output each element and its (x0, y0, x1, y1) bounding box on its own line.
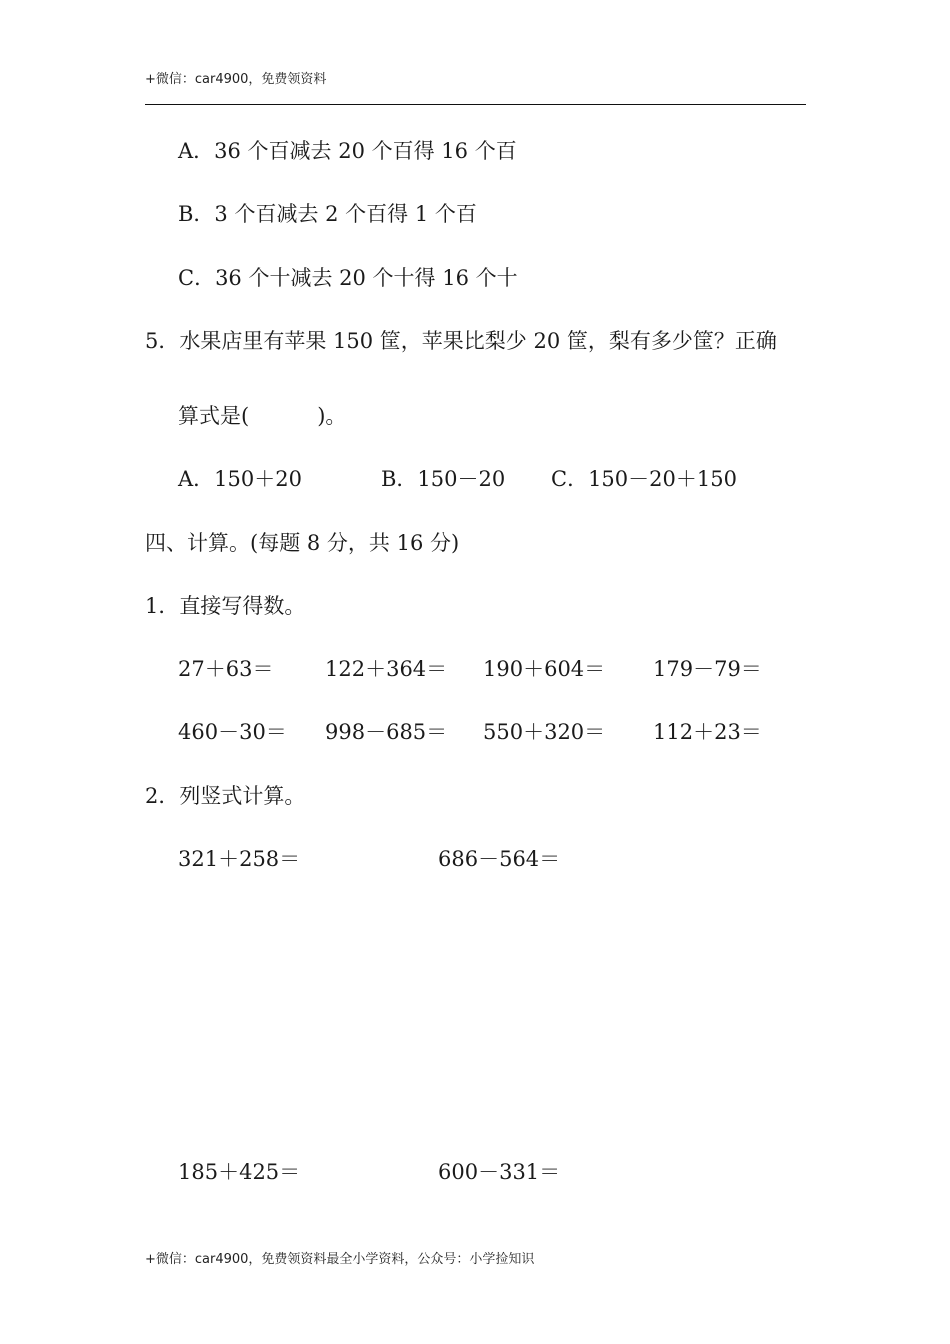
q4-option-a: A．36 个百减去 20 个百得 16 个百 (178, 139, 517, 163)
page-footer-watermark: +微信：car4900，免费领资料最全小学资料，公众号：小学捡知识 (145, 1252, 535, 1267)
q1-item: 190＋604＝ (483, 657, 606, 681)
q5-stem-start: 算式是( (178, 404, 250, 428)
section4-title: 四、计算。(每题 8 分，共 16 分) (145, 531, 460, 555)
q1-item: 179－79＝ (653, 657, 762, 681)
q1-item: 460－30＝ (178, 720, 287, 744)
q1-item: 112＋23＝ (653, 720, 762, 744)
q4-option-c: C．36 个十减去 20 个十得 16 个十 (178, 266, 518, 290)
q1-item: 122＋364＝ (325, 657, 448, 681)
header-divider (145, 104, 806, 105)
q5-stem-line1: 5．水果店里有苹果 150 筐，苹果比梨少 20 筐，梨有多少筐？正确 (145, 329, 777, 353)
q2-label: 2．列竖式计算。 (145, 784, 306, 808)
q2-item: 321＋258＝ (178, 847, 301, 871)
q2-item: 686－564＝ (438, 847, 561, 871)
q5-option-b: B．150－20 (381, 467, 506, 491)
q1-item: 998－685＝ (325, 720, 448, 744)
q2-item: 185＋425＝ (178, 1160, 301, 1184)
q1-item: 550＋320＝ (483, 720, 606, 744)
q5-stem-end: )。 (317, 404, 347, 428)
q2-item: 600－331＝ (438, 1160, 561, 1184)
q5-option-c: C．150－20＋150 (551, 467, 737, 491)
q4-option-b: B．3 个百减去 2 个百得 1 个百 (178, 202, 477, 226)
q5-stem-line2 (178, 402, 346, 430)
q5-option-a: A．150＋20 (178, 467, 302, 491)
q1-item: 27＋63＝ (178, 657, 274, 681)
page-header-watermark: +微信：car4900，免费领资料 (145, 72, 327, 87)
q1-label: 1．直接写得数。 (145, 594, 306, 618)
